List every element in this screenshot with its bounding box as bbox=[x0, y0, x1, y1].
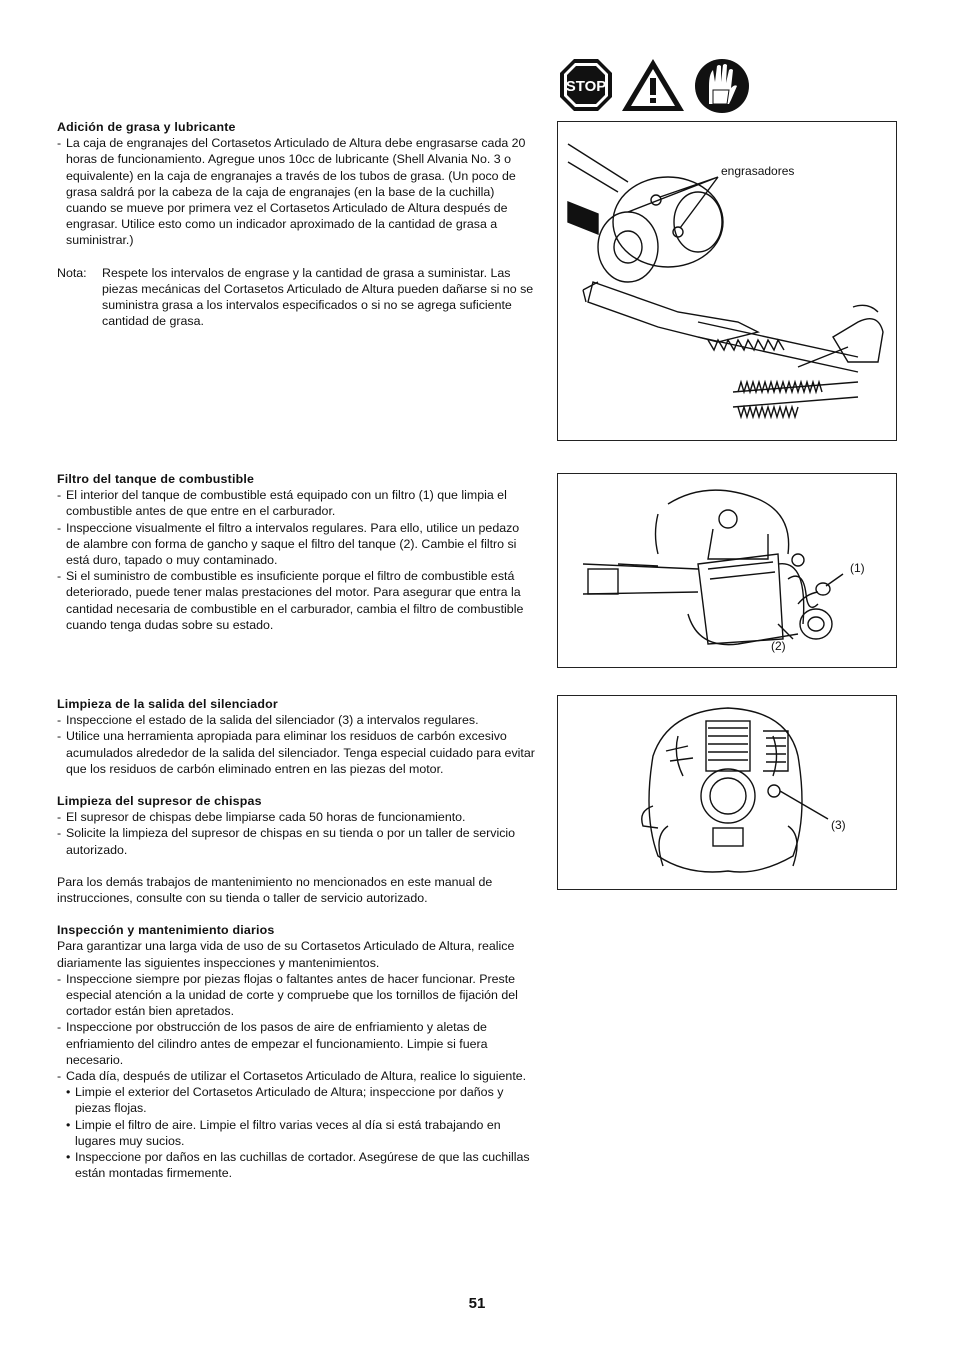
section-title: Adición de grasa y lubricante bbox=[57, 120, 236, 134]
daily-intro: Para garantizar una larga vida de uso de su Cortasetos Articulado de Altura, realice diariamente las siguientes inspecciones y mantenimientos. bbox=[57, 939, 515, 970]
daily-bullets bbox=[57, 1084, 535, 1181]
figure-label-1: (1) bbox=[850, 561, 865, 575]
bullet-item: • Limpie el exterior del Cortasetos Articulado de Altura; inspeccione por daños y piezas flojas. bbox=[66, 1084, 535, 1116]
figure-label-2: (2) bbox=[771, 639, 786, 653]
bullet-item: • Limpie el filtro de aire. Limpie el filtro varias veces al día si está trabajando en lugares muy sucios. bbox=[66, 1117, 535, 1149]
bullet-item: • Inspeccione por daños en las cuchillas de cortador. Asegúrese de que las cuchillas están montadas firmemente. bbox=[66, 1149, 535, 1181]
list-item: - El supresor de chispas debe limpiarse cada 50 horas de funcionamiento. bbox=[57, 809, 535, 825]
list-item: - Inspeccione siempre por piezas flojas o faltantes antes de hacer funcionar. Preste especial atención a la unidad de corte y compruebe que los tornillos de fijación del cortador están bien apretados. bbox=[57, 971, 535, 1020]
list-item: - Inspeccione por obstrucción de los pasos de aire de enfriamiento y aletas de enfriamiento del cilindro antes de empezar el funcionamiento. Limpie si fuera necesario. bbox=[57, 1019, 535, 1068]
stop-sign-text: STOP bbox=[565, 78, 607, 95]
warning-triangle-icon bbox=[622, 59, 684, 111]
list-item: - Inspeccione visualmente el filtro a intervalos regulares. Para ello, utilice un pedazo de alambre con forma de gancho y saque el filtro del tanque (2). Cambie el filtro si está duro, tapado o muy contaminado. bbox=[57, 520, 535, 569]
grease-list bbox=[57, 135, 535, 248]
list-item: - Inspeccione el estado de la salida del silenciador (3) a intervalos regulares. bbox=[57, 712, 535, 728]
figure-label-grease: engrasadores bbox=[721, 164, 795, 178]
page-number: 51 bbox=[468, 1295, 486, 1312]
section-title: Limpieza del supresor de chispas bbox=[57, 794, 262, 809]
daily-list bbox=[57, 971, 535, 1084]
note-label: Nota: bbox=[57, 265, 87, 280]
figure-grease-nipples bbox=[557, 121, 897, 441]
section-title: Filtro del tanque de combustible bbox=[57, 472, 255, 486]
list-item: - El interior del tanque de combustible está equipado con un filtro (1) que limpia el combustible antes de que entre en el carburador. bbox=[57, 487, 535, 519]
stop-sign-icon bbox=[560, 59, 612, 111]
grease-section bbox=[57, 119, 535, 329]
warning-icons bbox=[557, 56, 757, 116]
section-title: Limpieza de la salida del silenciador bbox=[57, 697, 278, 711]
list-item: - Si el suministro de combustible es insuficiente porque el filtro de combustible está deteriorado, puede tener malas prestaciones del motor. Para asegurar que entra la cantidad necesaria de combustible en el carburador, cambia el filtro de combustible cuando tenga dudas sobre su estado. bbox=[57, 568, 535, 633]
note bbox=[57, 265, 535, 330]
maintenance-section bbox=[57, 696, 535, 1181]
figure-fuel-filter bbox=[557, 473, 897, 668]
fuel-filter-list bbox=[57, 487, 535, 633]
spark-list bbox=[57, 809, 535, 858]
muffler-list bbox=[57, 712, 535, 777]
list-item: - Solicite la limpieza del supresor de chispas en su tienda o por un taller de servicio autorizado. bbox=[57, 825, 535, 857]
list-item: - La caja de engranajes del Cortasetos Articulado de Altura debe engrasarse cada 20 horas de funcionamiento. Agregue unos 10cc de lubricante (Shell Alvania No. 3 o equivalente) en la caja de engranajes a través de los tubos de grasa. (Un poco de grasa saldrá por la cabeza de la caja de engranajes (en la base de la cuchilla) cuando se mueve por primera vez el Cortasetos Articulado de Altura después de engrasar. Utilice esto como un indicador aproximado de la cantidad de grasa a suministrar.) bbox=[57, 135, 535, 248]
figure-muffler bbox=[557, 695, 897, 890]
figure-label-3: (3) bbox=[831, 818, 846, 832]
gloves-icon bbox=[695, 59, 749, 113]
fuel-filter-section bbox=[57, 471, 535, 633]
other-maintenance-text: Para los demás trabajos de mantenimiento no mencionados en este manual de instrucciones, consulte con su tienda o taller de servicio autorizado. bbox=[57, 874, 493, 906]
list-item: - Utilice una herramienta apropiada para eliminar los residuos de carbón excesivo acumulados alrededor de la salida del silenciador. Tenga especial cuidado para evitar que los residuos de carbón eliminado entren en las piezas del motor. bbox=[57, 728, 535, 777]
list-item: - Cada día, después de utilizar el Cortasetos Articulado de Altura, realice lo siguiente. bbox=[57, 1068, 535, 1084]
section-title: Inspección y mantenimiento diarios bbox=[57, 923, 275, 938]
note-text: Respete los intervalos de engrase y la cantidad de grasa a suministar. Las piezas mecánicas del Cortasetos Articulado de Altura pueden dañarse si no se suministra grasa a los intervalos especificados o si no se agrega suficiente cantidad de grasa. bbox=[102, 265, 534, 329]
